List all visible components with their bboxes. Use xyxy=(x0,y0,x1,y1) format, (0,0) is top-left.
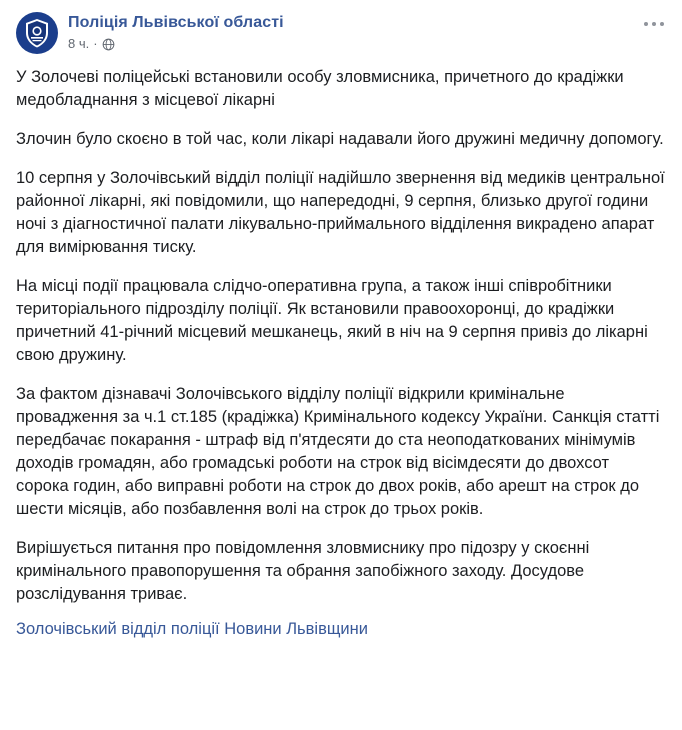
meta-separator: · xyxy=(93,36,98,51)
post-paragraph: Вирішується питання про повідомлення зловмиснику про підозру у скоєнні кримінального правопорушення та обрання запобіжного заходу. Досудове розслідування триває. xyxy=(16,539,590,603)
page-name[interactable]: Поліція Львівської області xyxy=(68,14,284,31)
post-hashtags xyxy=(0,616,682,657)
hashtag-link[interactable]: Золочівський відділ поліції xyxy=(16,620,220,638)
more-options-icon[interactable] xyxy=(640,14,668,34)
post-paragraph: Злочин було скоєно в той час, коли лікарі надавали його дружині медичну допомогу. xyxy=(16,130,664,148)
post-paragraph: У Золочеві поліцейські встановили особу зловмисника, причетного до крадіжки медобладнання з місцевої лікарні xyxy=(16,68,624,109)
hashtag-link[interactable]: Новини Львівщини xyxy=(224,620,368,638)
post-meta xyxy=(68,36,284,52)
avatar[interactable] xyxy=(16,12,58,54)
post-paragraph: На місці події працювала слідчо-оперативна група, а також інші співробітники територіального підрозділу поліції. Як встановили правоохоронці, до крадіжки причетний 41-річний місцевий мешканець, який в ніч на 9 серпня привіз до лікарні свою дружину. xyxy=(16,277,648,364)
police-badge-icon xyxy=(20,16,54,50)
post-header xyxy=(0,0,682,58)
header-text xyxy=(68,12,284,52)
more-dot xyxy=(660,22,664,26)
post-paragraph: За фактом дізнавачі Золочівського відділу поліції відкрили кримінальне провадження за ч.1 ст.185 (крадіжка) Кримінального кодексу України. Санкція статті передбачає покарання - штраф від п'ятдесяти до ста неоподаткованих мінімумів доходів громадян, або громадські роботи на строк від вісімдесяти до двохсот сорока годин, або виправні роботи на строк до двох років, або арешт на строк до шести місяців, або позбавлення волі на строк до трьох років. xyxy=(16,385,660,518)
post-body xyxy=(0,58,682,616)
more-dot xyxy=(644,22,648,26)
more-dot xyxy=(652,22,656,26)
post-timestamp[interactable]: 8 ч. xyxy=(68,36,90,51)
post-paragraph: 10 серпня у Золочівський відділ поліції надійшло звернення від медиків центральної районної лікарні, які повідомили, що напередодні, 9 серпня, близько другої години ночі з діагностичної палати лікувально-приймального відділення викрадено апарат для вимірювання тиску. xyxy=(16,169,665,256)
globe-icon[interactable] xyxy=(102,38,115,51)
